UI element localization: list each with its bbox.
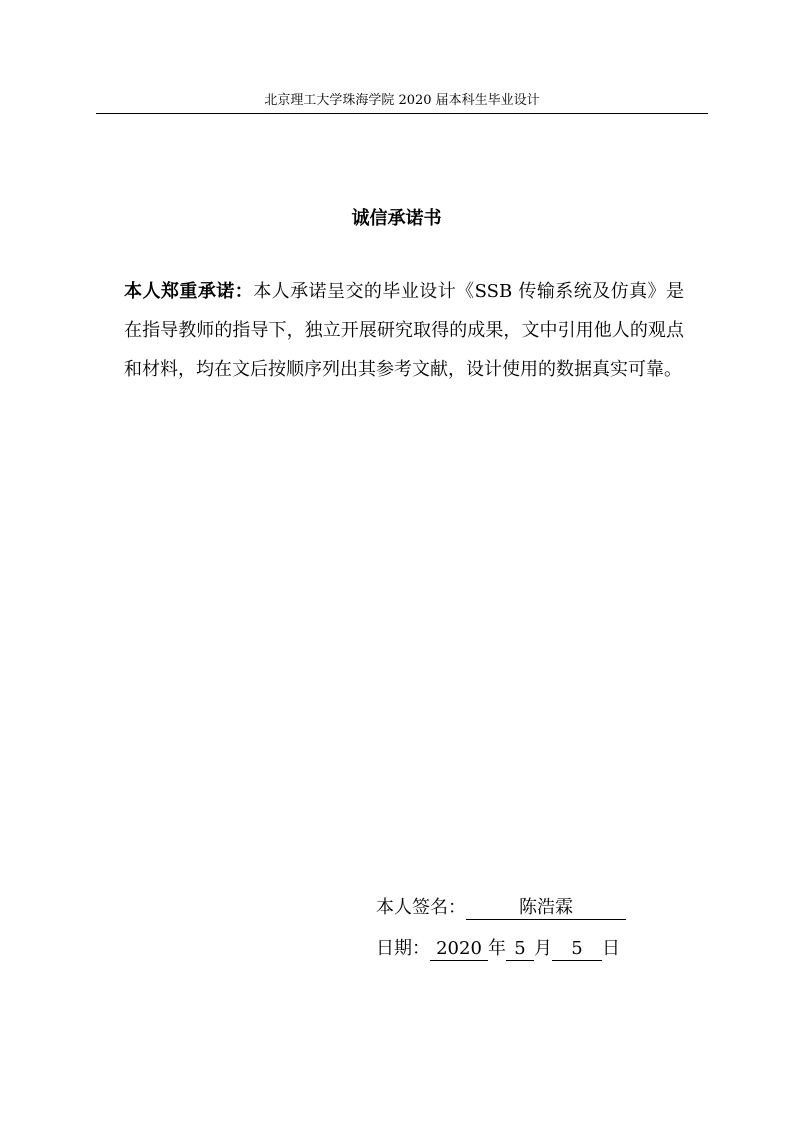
document-title: 诚信承诺书 [351, 208, 442, 229]
date-month-unit: 月 [534, 938, 552, 959]
signature-block [376, 896, 626, 961]
pledge-body: 本人承诺呈交的毕业设计《SSB 传输系统及仿真》是在指导教师的指导下，独立开展研究取得的成果，文中引用他人的观点和材料，均在文后按顺序列出其参考文献，设计使用的数据真实可靠。 [124, 281, 685, 380]
signature-name: 陈浩霖 [466, 897, 626, 920]
date-year: 2020 [430, 938, 488, 961]
date-row [376, 937, 626, 961]
signature-row [376, 896, 626, 920]
date-month: 5 [506, 938, 534, 961]
signature-label: 本人签名： [376, 897, 466, 918]
page-header: 北京理工大学珠海学院 2020 届本科生毕业设计 [264, 93, 540, 108]
date-day-unit: 日 [602, 938, 620, 959]
date-day: 5 [552, 938, 602, 961]
header-divider [96, 113, 708, 114]
date-label: 日期： [376, 938, 430, 959]
pledge-paragraph [124, 272, 684, 389]
pledge-lead: 本人郑重承诺： [124, 281, 254, 302]
date-year-unit: 年 [488, 938, 506, 959]
